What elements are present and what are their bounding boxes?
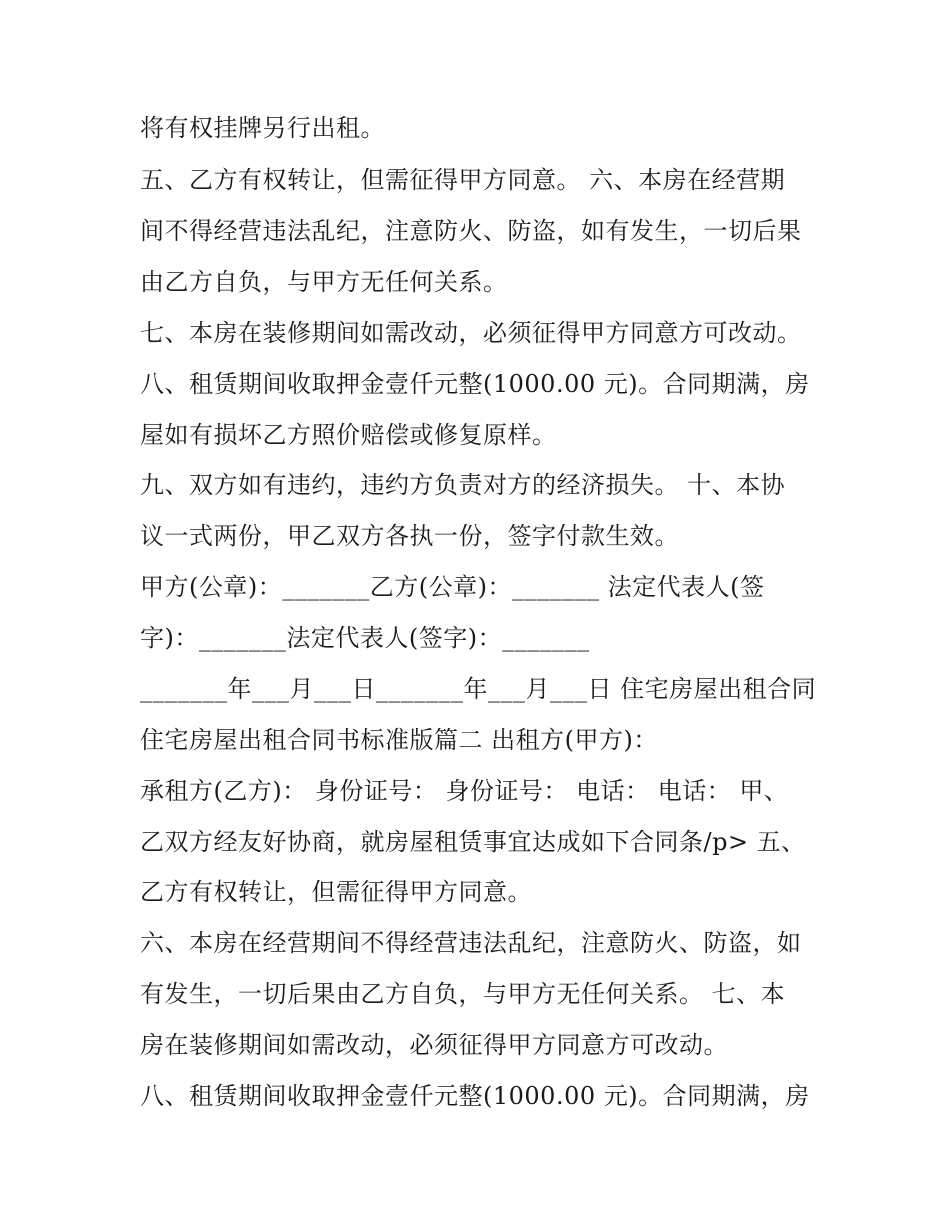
text-line: 有发生，一切后果由乙方自负，与甲方无任何关系。 七、本 bbox=[140, 980, 786, 1008]
text-line: 由乙方自负，与甲方无任何关系。 bbox=[140, 268, 508, 296]
text-line: 字)：_______法定代表人(签字)：_______ bbox=[140, 624, 590, 652]
text-line: 九、双方如有违约，违约方负责对方的经济损失。 十、本协 bbox=[140, 471, 786, 499]
text-line: 议一式两份，甲乙双方各执一份，签字付款生效。 bbox=[140, 522, 679, 550]
text-line: 间不得经营违法乱纪，注意防火、防盗，如有发生，一切后果 bbox=[140, 217, 802, 245]
text-line: 屋如有损坏乙方照价赔偿或修复原样。 bbox=[140, 421, 557, 449]
text-line: 乙方有权转让，但需征得甲方同意。 bbox=[140, 878, 532, 906]
text-line: 七、本房在装修期间如需改动，必须征得甲方同意方可改动。 bbox=[140, 319, 802, 347]
text-line: 八、租赁期间收取押金壹仟元整(1000.00 元)。合同期满，房 bbox=[140, 1082, 810, 1110]
text-line: 五、乙方有权转让，但需征得甲方同意。 六、本房在经营期 bbox=[140, 166, 786, 194]
text-line: 住宅房屋出租合同书标准版篇二 出租方(甲方)： bbox=[140, 726, 658, 754]
text-line: 将有权挂牌另行出租。 bbox=[140, 114, 385, 142]
text-line: 房在装修期间如需改动，必须征得甲方同意方可改动。 bbox=[140, 1031, 728, 1059]
text-line: 甲方(公章)：_______乙方(公章)：_______ 法定代表人(签 bbox=[140, 573, 765, 601]
text-line: 承租方(乙方)： 身份证号： 身份证号： 电话： 电话： 甲、 bbox=[140, 777, 789, 805]
text-line: 六、本房在经营期间不得经营违法乱纪，注意防火、防盗，如 bbox=[140, 929, 802, 957]
text-line: 八、租赁期间收取押金壹仟元整(1000.00 元)。合同期满，房 bbox=[140, 370, 810, 398]
text-line: 乙双方经友好协商，就房屋租赁事宜达成如下合同条/p> 五、 bbox=[140, 828, 806, 856]
text-line: _______年___月___日_______年___月___日 住宅房屋出租合同 bbox=[140, 675, 817, 703]
